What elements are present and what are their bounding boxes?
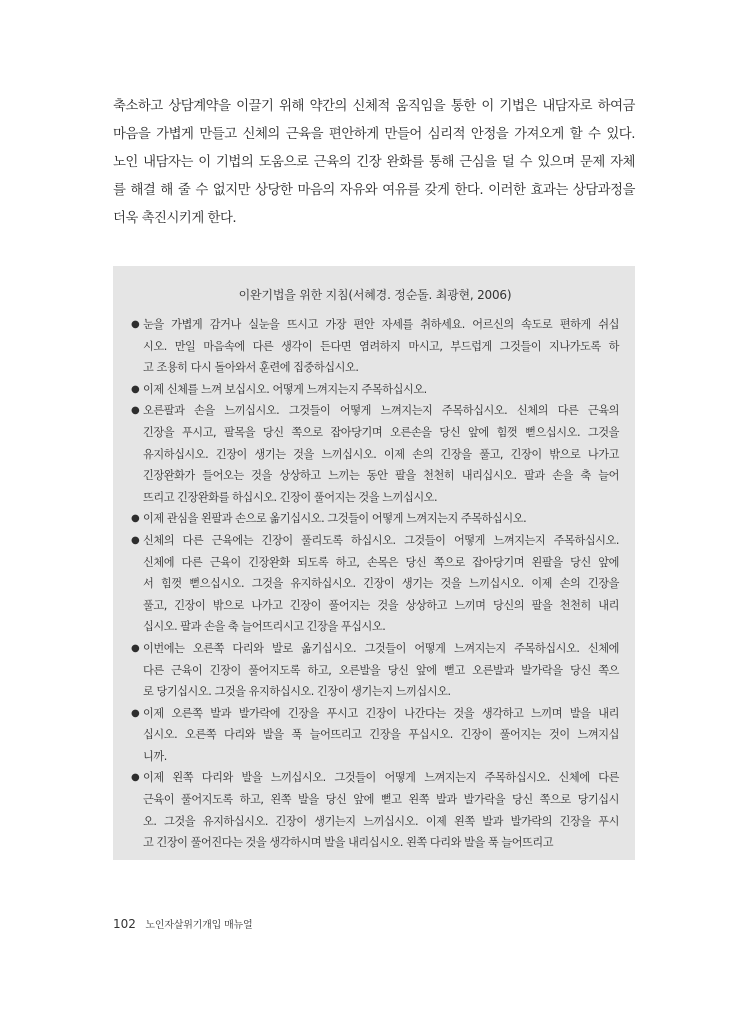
guide-title: 이완기법을 위한 지침(서혜경. 정순돌. 최광현, 2006)	[238, 288, 512, 302]
page-number: 102	[113, 917, 136, 931]
guide-item-line: 이제 신체를 느껴 보십시오. 어떻게 느껴지는지 주목하십시오.	[143, 382, 427, 396]
guide-item-text	[143, 400, 619, 508]
bullet-icon: ●	[131, 534, 140, 546]
intro-line: 노인 내담자는 이 기법의 도움으로 근육의 긴장 완화를 통해 근심을 덜 수 있으며 문제 자체	[113, 155, 635, 170]
guide-item-text	[143, 530, 619, 638]
guide-list-item	[131, 314, 619, 379]
guide-item-line: 신체의 다른 근육에는 긴장이 풀리도록 하십시오. 그것들이 어떻게 느껴지는지 주목하십시오.	[143, 533, 619, 547]
relaxation-guide-box	[113, 266, 635, 860]
guide-list-item	[131, 379, 619, 401]
guide-list-item	[131, 767, 619, 853]
guide-list-item	[131, 400, 619, 508]
guide-item-line: 신체에 다른 근육이 긴장완화 되도록 하고, 손목은 당신 쪽으로 잡아당기며 왼팔을 당신 앞에	[143, 555, 619, 569]
guide-item-line: 오. 그것을 유지하십시오. 긴장이 생기는지 느끼십시오. 이제 왼쪽 발과 발가락의 긴장을 푸시	[143, 814, 619, 828]
guide-item-line: 로 당기십시오. 그것을 유지하십시오. 긴장이 생기는지 느끼십시오.	[143, 685, 451, 699]
guide-item-line: 긴장을 푸시고, 팔목을 당신 쪽으로 잡아당기며 오른손을 당신 앞에 힘껏 뻗으십시오. 그것을	[143, 425, 619, 439]
bullet-icon: ●	[131, 319, 140, 330]
guide-item-line: 근육이 풀어지도록 하고, 왼쪽 발을 당신 앞에 뻗고 왼쪽 발과 발가락을 당신 쪽으로 당기십시	[143, 793, 619, 807]
guide-item-line: 유지하십시오. 긴장이 생기는 것을 느끼십시오. 이제 손의 긴장을 풀고, 긴장이 밖으로 나가고	[143, 447, 619, 461]
guide-item-line: 이제 관심을 왼팔과 손으로 옮기십시오. 그것들이 어떻게 느껴지는지 주목하십시오.	[143, 512, 527, 526]
intro-paragraph	[113, 93, 635, 233]
intro-line: 마음을 가볍게 만들고 신체의 근육을 편안하게 만들어 심리적 안정을 가져오게 할 수 있다.	[113, 127, 635, 142]
guide-list-item	[131, 508, 619, 530]
guide-item-text	[143, 638, 619, 703]
guide-item-text	[143, 508, 619, 530]
guide-item-line: 다른 근육이 긴장이 풀어지도록 하고, 오른발을 당신 앞에 뻗고 오른발과 발가락을 당신 쪽으	[143, 663, 619, 677]
guide-list	[131, 314, 619, 854]
guide-item-line: 고 조용히 다시 돌아와서 훈련에 집중하십시오.	[143, 361, 359, 375]
guide-item-line: 니까.	[143, 749, 167, 763]
guide-item-line: 십시오. 오른쪽 다리와 발을 푹 늘어뜨리고 긴장을 푸십시오. 긴장이 풀어지는 것이 느껴지십	[143, 728, 619, 742]
guide-item-text	[143, 314, 619, 379]
bullet-icon: ●	[131, 513, 140, 525]
intro-line: 더욱 촉진시키게 한다.	[113, 211, 237, 226]
intro-line: 축소하고 상담계약을 이끌기 위해 약간의 신체적 움직임을 통한 이 기법은 내담자로 하여금	[113, 99, 635, 114]
guide-item-text	[143, 767, 619, 853]
guide-list-item	[131, 703, 619, 768]
guide-item-line: 서 힘껏 뻗으십시오. 그것을 유지하십시오. 긴장이 생기는 것을 느끼십시오. 이제 손의 긴장을	[143, 577, 619, 591]
bullet-icon: ●	[131, 707, 140, 719]
intro-line: 를 해결 해 줄 수 없지만 상당한 마음의 자유와 여유를 갖게 한다. 이러한 효과는 상담과정을	[113, 183, 635, 198]
guide-item-line: 뜨리고 긴장완화를 하십시오. 긴장이 풀어지는 것을 느끼십시오.	[143, 490, 438, 504]
guide-item-text	[143, 379, 619, 401]
bullet-icon: ●	[131, 772, 140, 784]
guide-item-line: 이번에는 오른쪽 다리와 발로 옮기십시오. 그것들이 어떻게 느껴지는지 주목하십시오. 신체에	[143, 641, 619, 655]
guide-list-item	[131, 638, 619, 703]
guide-item-text	[143, 703, 619, 768]
bullet-icon: ●	[131, 383, 140, 395]
guide-list-item	[131, 530, 619, 638]
guide-item-line: 긴장완화가 들어오는 것을 상상하고 느끼는 동안 팔을 천천히 내리십시오. 팔과 손을 축 늘어	[143, 469, 619, 483]
guide-item-line: 눈을 가볍게 감거나 실눈을 뜨시고 가장 편안 자세를 취하세요. 어르신의 속도로 편하게 쉬십	[143, 318, 619, 331]
guide-item-line: 풀고, 긴장이 밖으로 나가고 긴장이 풀어지는 것을 상상하고 느끼며 당신의 팔을 천천히 내리	[143, 598, 619, 612]
guide-item-line: 이제 왼쪽 다리와 발을 느끼십시오. 그것들이 어떻게 느껴지는지 주목하십시오. 신체에 다른	[143, 771, 619, 785]
guide-item-line: 시오. 만일 마음속에 다른 생각이 든다면 염려하지 마시고, 부드럽게 그것들이 지나가도록 하	[143, 339, 619, 353]
guide-item-line: 이제 오른쪽 발과 발가락에 긴장을 푸시고 긴장이 나간다는 것을 생각하고 느끼며 발을 내리	[143, 706, 619, 720]
page-footer	[113, 916, 252, 931]
bullet-icon: ●	[131, 405, 140, 417]
guide-item-line: 십시오. 팔과 손을 축 늘어뜨리시고 긴장을 푸십시오.	[143, 620, 386, 634]
book-title: 노인자살위기개입 매뉴얼	[145, 920, 253, 931]
guide-item-line: 고 긴장이 풀어진다는 것을 생각하시며 발을 내리십시오. 왼쪽 다리와 발을 푹 늘어뜨리고	[143, 836, 554, 850]
guide-item-line: 오른팔과 손을 느끼십시오. 그것들이 어떻게 느껴지는지 주목하십시오. 신체의 다른 근육의	[143, 404, 619, 418]
bullet-icon: ●	[131, 642, 140, 654]
